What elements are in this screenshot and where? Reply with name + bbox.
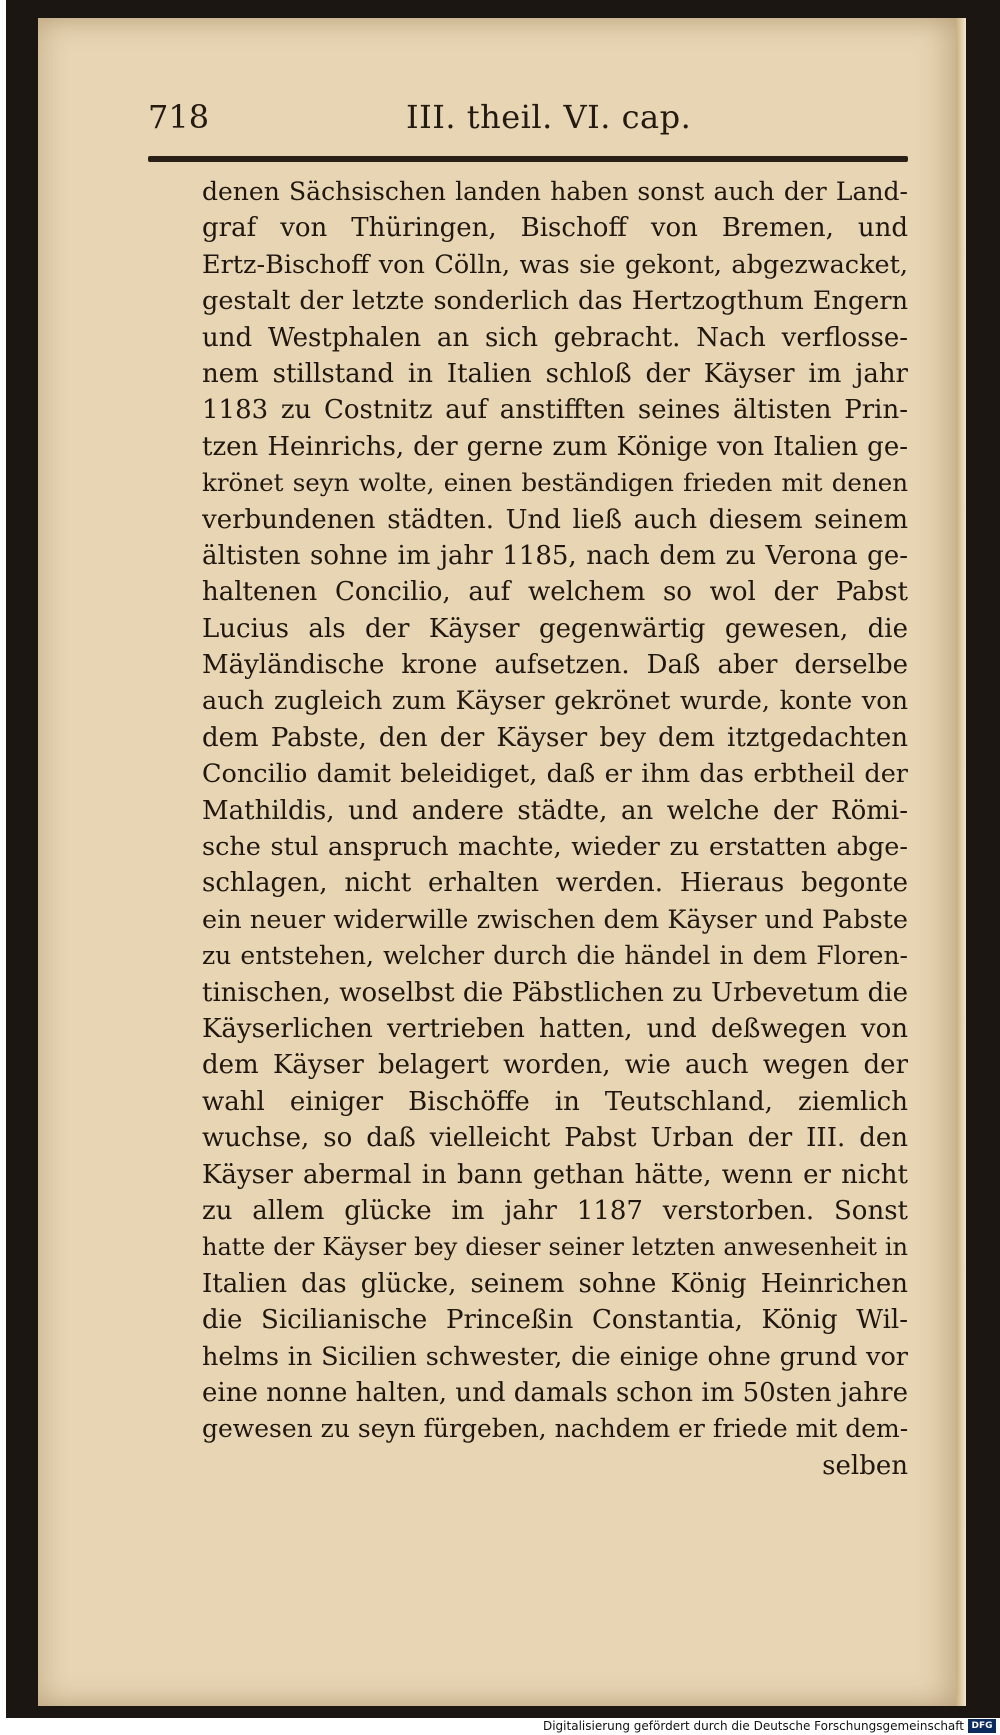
text-line: denen Sächsischen landen haben sonst auch der Land- <box>202 177 908 206</box>
text-line: auch zugleich zum Käyser gekrönet wurde, konte von <box>202 686 908 717</box>
running-head: III. theil. VI. cap. <box>406 98 692 136</box>
text-line: haltenen Concilio, auf welchem so wol der Pabst <box>202 577 908 608</box>
text-line: Concilio damit beleidiget, daß er ihm das erbtheil der <box>202 759 908 790</box>
text-line: zu allem glücke im jahr 1187 verstorben. Sonst <box>202 1195 908 1226</box>
text-line: die Sicilianische Princeßin Constantia, König Wil- <box>202 1305 908 1336</box>
text-line: eine nonne halten, und damals schon im 50sten jahre <box>202 1377 908 1408</box>
catchword: selben <box>822 1450 908 1481</box>
text-line: dem Käyser belagert worden, wie auch wegen der <box>202 1050 908 1081</box>
text-line: 1183 zu Costnitz auf anstifften seines ältisten Prin- <box>202 395 908 426</box>
dfg-logo: DFG <box>968 1719 996 1733</box>
text-line: krönet seyn wolte, einen beständigen frieden mit denen <box>202 468 908 498</box>
text-line: schlagen, nicht erhalten werden. Hieraus begonte <box>202 868 908 899</box>
text-line: wuchse, so daß vielleicht Pabst Urban der III. den <box>202 1123 908 1154</box>
text-line: Italien das glücke, seinem sohne König Heinrichen <box>202 1268 908 1299</box>
text-line: tzen Heinrichs, der gerne zum Könige von Italien ge- <box>202 431 908 462</box>
text-line: nem stillstand in Italien schloß der Käyser im jahr <box>202 358 908 389</box>
text-line: Lucius als der Käyser gegenwärtig gewesen, die <box>202 613 908 644</box>
text-line: verbundenen städten. Und ließ auch diesem seinem <box>202 504 908 535</box>
digitization-credit: Digitalisierung gefördert durch die Deutsche Forschungsgemeinschaft <box>542 1719 964 1733</box>
page-number: 718 <box>148 98 210 136</box>
text-line: und Westphalen an sich gebracht. Nach verflosse- <box>202 322 908 353</box>
text-line: zu entstehen, welcher durch die händel in dem Floren- <box>202 941 908 971</box>
text-line: Mäyländische krone aufsetzen. Daß aber derselbe <box>202 650 908 681</box>
text-line: Käyserlichen vertrieben hatten, und deßwegen von <box>202 1013 908 1044</box>
text-line: tinischen, woselbst die Päbstlichen zu Urbevetum die <box>202 977 908 1008</box>
text-line: Ertz-Bischoff von Cölln, was sie gekont, abgezwacket, <box>202 249 908 280</box>
text-line: dem Pabste, den der Käyser bey dem itztgedachten <box>202 722 908 753</box>
text-line: gestalt der letzte sonderlich das Hertzogthum Engern <box>202 286 908 317</box>
text-line: graf von Thüringen, Bischoff von Bremen, und <box>202 213 908 244</box>
text-line: helms in Sicilien schwester, die einige ohne grund vor <box>202 1341 908 1372</box>
text-line: ein neuer widerwille zwischen dem Käyser und Pabste <box>202 904 908 935</box>
text-line: hatte der Käyser bey dieser seiner letzten anwesenheit in <box>202 1233 908 1262</box>
text-line: sche stul anspruch machte, wieder zu erstatten abge- <box>202 832 908 863</box>
footer-bar <box>0 1718 1000 1735</box>
page-header <box>148 98 908 142</box>
text-line: wahl einiger Bischöffe in Teutschland, ziemlich <box>202 1086 908 1117</box>
header-rule <box>148 156 908 162</box>
text-line: Mathildis, und andere städte, an welche der Römi- <box>202 795 908 826</box>
text-line: ältisten sohne im jahr 1185, nach dem zu Verona ge- <box>202 540 908 571</box>
text-line: Käyser abermal in bann gethan hätte, wenn er nicht <box>202 1159 908 1190</box>
body-text <box>202 174 908 1484</box>
page-edge-shadow <box>956 18 966 1706</box>
text-line: gewesen zu seyn fürgeben, nachdem er friede mit dem- <box>202 1414 908 1444</box>
